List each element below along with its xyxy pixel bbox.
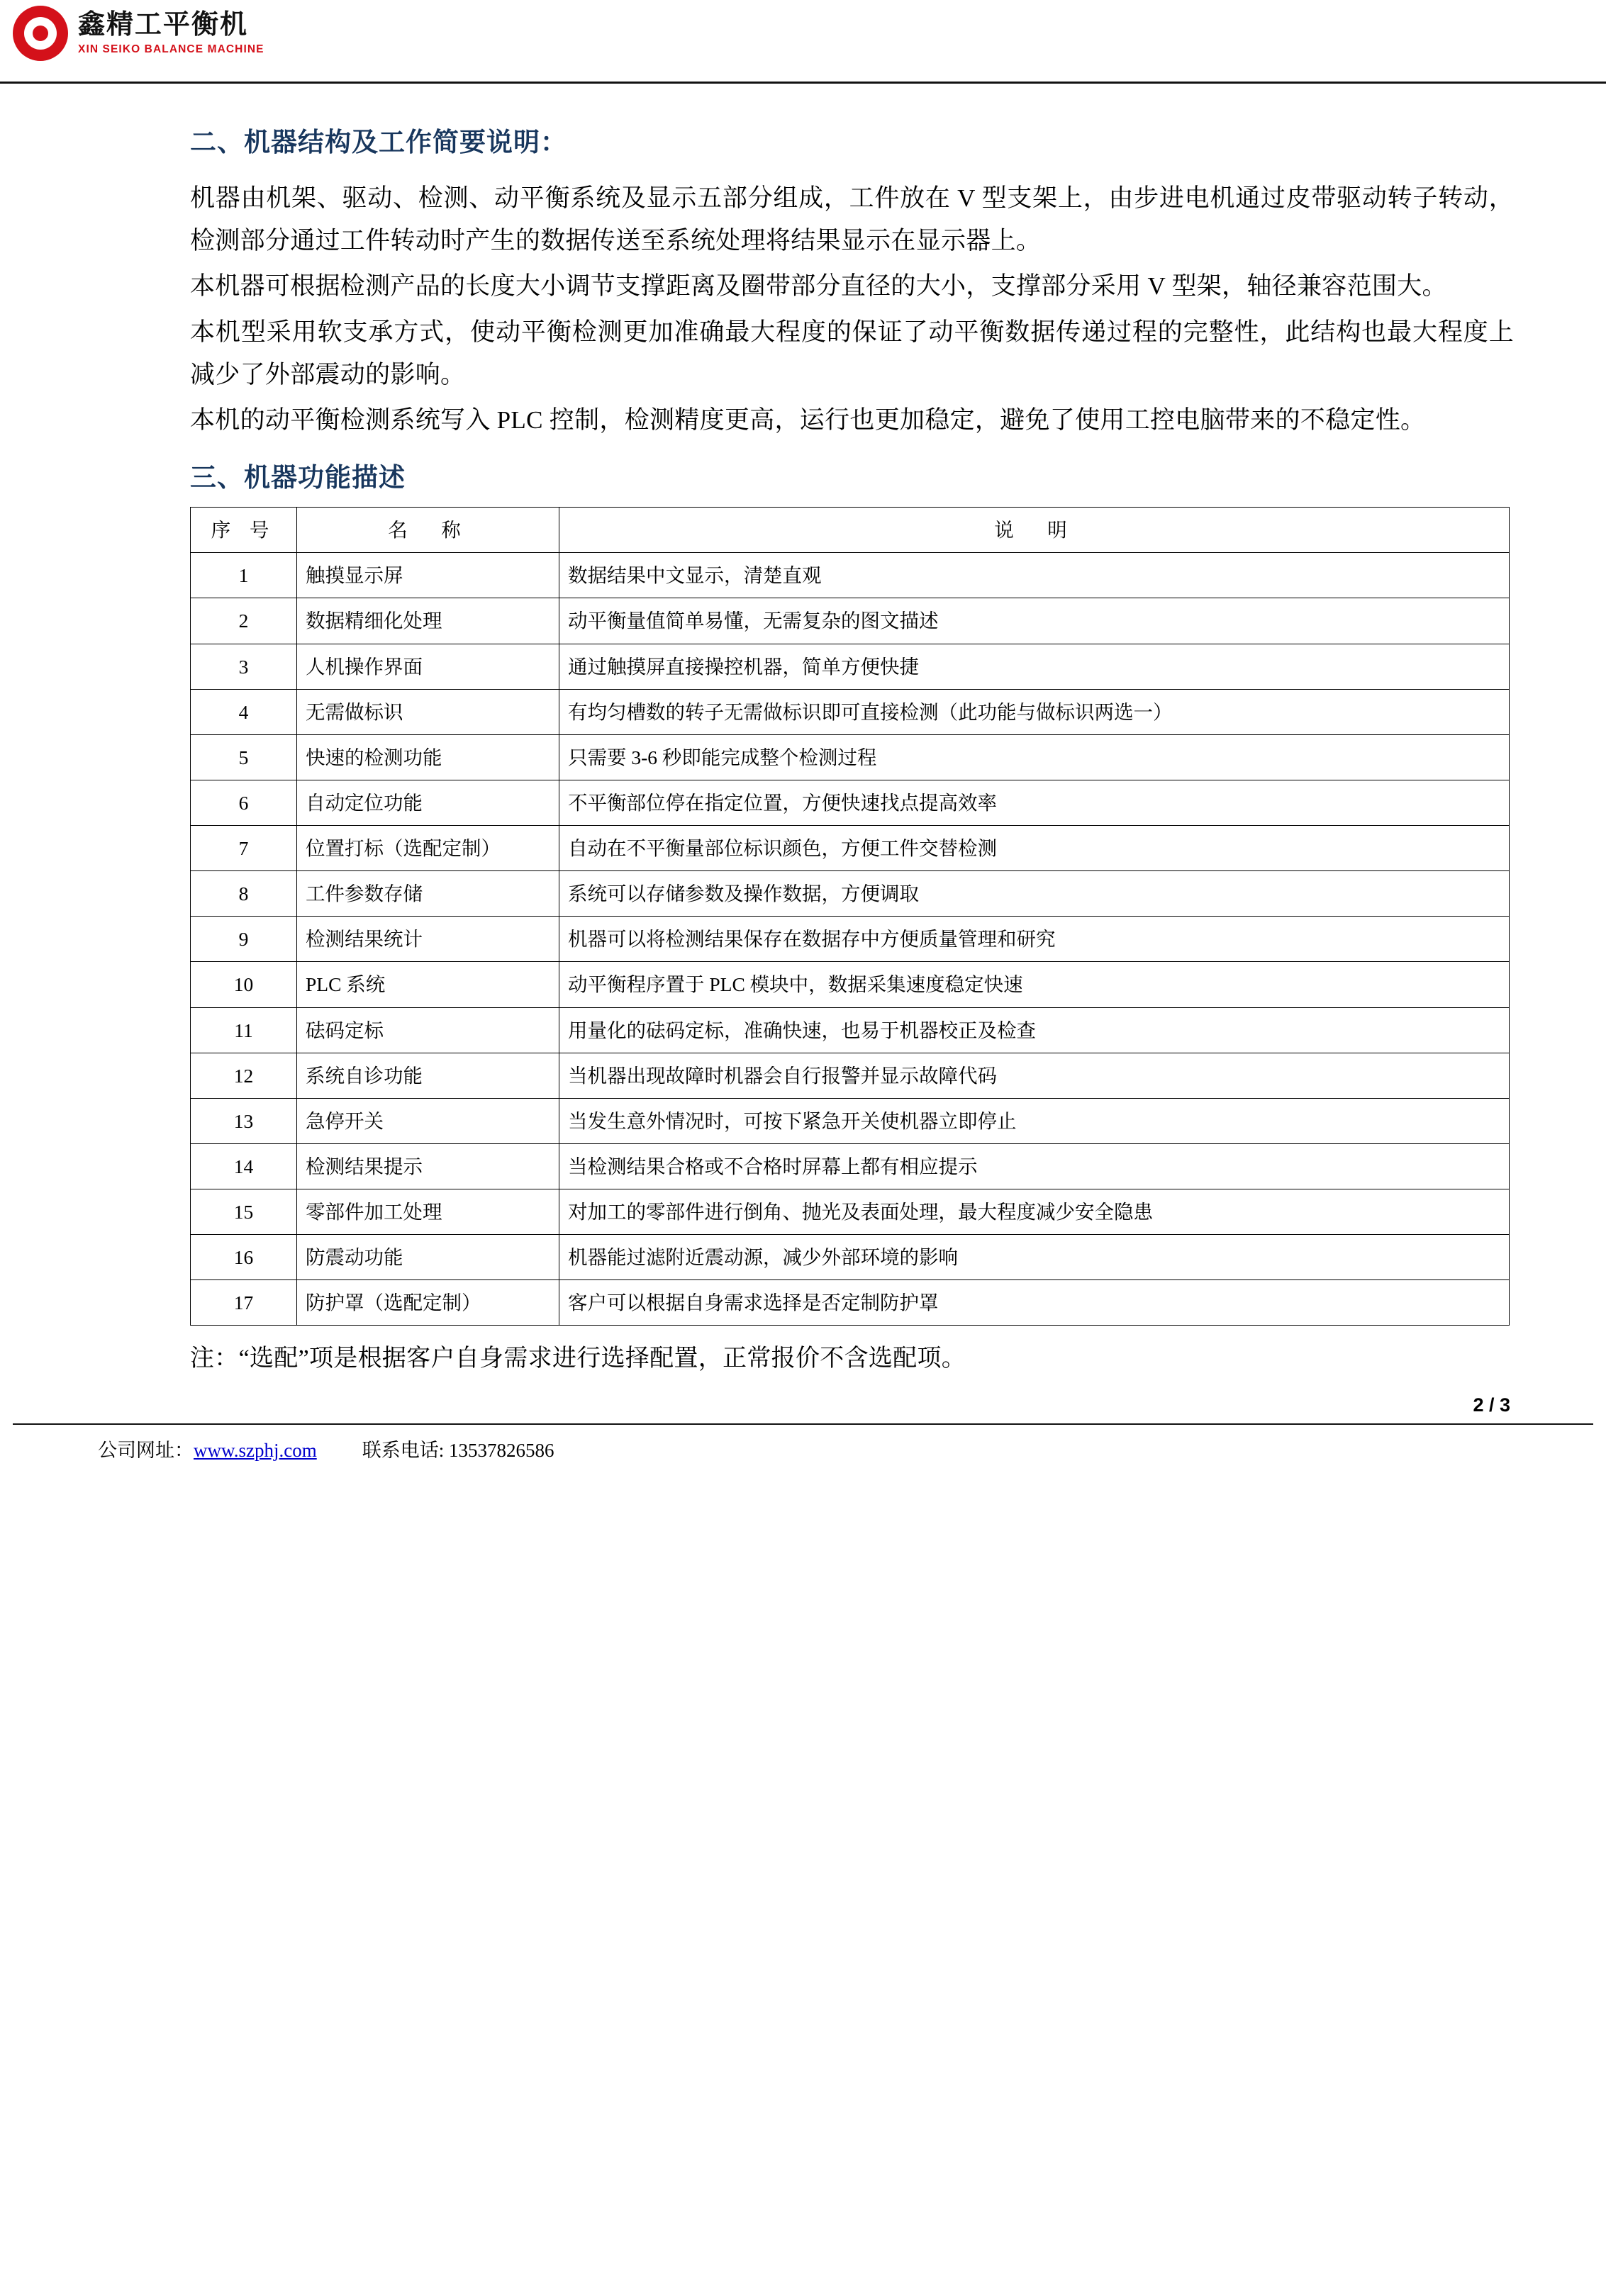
footer-phone-label: 联系电话: [362,1440,445,1462]
table-row [191,1007,1510,1053]
row-desc: 对加工的零部件进行倒角、抛光及表面处理，最大程度减少安全隐患 [559,1189,1510,1235]
row-desc: 机器可以将检测结果保存在数据存中方便质量管理和研究 [559,917,1510,962]
row-name: 防震动功能 [297,1235,559,1280]
row-name: 防护罩（选配定制） [297,1280,559,1326]
table-row [191,553,1510,598]
row-name: 零部件加工处理 [297,1189,559,1235]
table-header-row [191,508,1510,553]
row-no: 5 [191,734,297,780]
table-row [191,780,1510,825]
row-desc: 客户可以根据自身需求选择是否定制防护罩 [559,1280,1510,1326]
row-desc: 不平衡部位停在指定位置，方便快速找点提高效率 [559,780,1510,825]
footer-website-label: 公司网址： [98,1440,194,1462]
row-desc: 系统可以存储参数及操作数据，方便调取 [559,871,1510,917]
paragraph-4: 本机的动平衡检测系统写入 PLC 控制，检测精度更高，运行也更加稳定，避免了使用工控电脑带来的不稳定性。 [190,405,1426,434]
footer-website-link[interactable]: www.szphj.com [194,1440,317,1462]
row-desc: 通过触摸屏直接操控机器，简单方便快捷 [559,644,1510,689]
row-name: 数据精细化处理 [297,598,559,644]
logo-chinese-name: 鑫精工平衡机 [78,9,249,40]
section-two-title: 二、机器结构及工作简要说明： [190,128,567,157]
row-no: 10 [191,962,297,1007]
row-name: 砝码定标 [297,1007,559,1053]
row-desc: 当机器出现故障时机器会自行报警并显示故障代码 [559,1053,1510,1098]
row-desc: 动平衡量值简单易懂，无需复杂的图文描述 [559,598,1510,644]
table-row [191,917,1510,962]
page-footer [13,1423,1593,1462]
table-row [191,1053,1510,1098]
column-header-desc: 说 明 [559,508,1510,553]
row-desc: 数据结果中文显示，清楚直观 [559,553,1510,598]
row-no: 15 [191,1189,297,1235]
row-no: 3 [191,644,297,689]
row-desc: 当发生意外情况时，可按下紧急开关使机器立即停止 [559,1098,1510,1143]
row-name: 位置打标（选配定制） [297,826,559,871]
footer-phone-value: 13537826586 [449,1440,554,1462]
row-name: 系统自诊功能 [297,1053,559,1098]
row-name: 人机操作界面 [297,644,559,689]
table-row [191,962,1510,1007]
table-row [191,826,1510,871]
row-desc: 有均匀槽数的转子无需做标识即可直接检测（此功能与做标识两选一） [559,689,1510,734]
row-no: 11 [191,1007,297,1053]
row-name: 触摸显示屏 [297,553,559,598]
row-no: 9 [191,917,297,962]
row-no: 7 [191,826,297,871]
page-header [0,0,1606,84]
table-row [191,1235,1510,1280]
row-no: 16 [191,1235,297,1280]
row-no: 17 [191,1280,297,1326]
row-name: 无需做标识 [297,689,559,734]
company-logo [13,6,264,61]
section-two-body [190,177,1514,442]
paragraph-1: 机器由机架、驱动、检测、动平衡系统及显示五部分组成，工件放在 V 型支架上，由步进电机通过皮带驱动转子转动，检测部分通过工件转动时产生的数据传送至系统处理将结果显示在显示器上。 [190,184,1514,255]
row-name: 快速的检测功能 [297,734,559,780]
footer-phone [362,1435,554,1462]
table-row [191,1143,1510,1189]
flower-logo-icon [13,6,68,61]
row-desc: 自动在不平衡量部位标识颜色，方便工件交替检测 [559,826,1510,871]
row-name: 检测结果统计 [297,917,559,962]
row-no: 6 [191,780,297,825]
document-content [0,84,1606,1373]
row-no: 14 [191,1143,297,1189]
row-no: 12 [191,1053,297,1098]
row-no: 1 [191,553,297,598]
row-name: 急停开关 [297,1098,559,1143]
row-desc: 机器能过滤附近震动源，减少外部环境的影响 [559,1235,1510,1280]
column-header-name: 名 称 [297,508,559,553]
table-row [191,871,1510,917]
row-name: 工件参数存储 [297,871,559,917]
table-row [191,734,1510,780]
column-header-no: 序 号 [191,508,297,553]
function-table [190,507,1510,1326]
row-no: 8 [191,871,297,917]
paragraph-3: 本机型采用软支承方式，使动平衡检测更加准确最大程度的保证了动平衡数据传递过程的完整性，此结构也最大程度上减少了外部震动的影响。 [190,318,1514,388]
table-row [191,1098,1510,1143]
page-number: 2 / 3 [1473,1394,1510,1416]
row-no: 2 [191,598,297,644]
table-row [191,1280,1510,1326]
section-three-title: 三、机器功能描述 [190,463,406,493]
row-desc: 只需要 3-6 秒即能完成整个检测过程 [559,734,1510,780]
table-row [191,598,1510,644]
row-name: PLC 系统 [297,962,559,1007]
row-desc: 动平衡程序置于 PLC 模块中，数据采集速度稳定快速 [559,962,1510,1007]
footer-website [98,1435,317,1462]
row-desc: 当检测结果合格或不合格时屏幕上都有相应提示 [559,1143,1510,1189]
row-no: 13 [191,1098,297,1143]
table-row [191,1189,1510,1235]
table-note: 注：“选配”项是根据客户自身需求进行选择配置，正常报价不含选配项。 [190,1345,966,1372]
logo-text-block [78,10,264,57]
table-row [191,644,1510,689]
row-name: 自动定位功能 [297,780,559,825]
table-row [191,689,1510,734]
logo-english-name: XIN SEIKO BALANCE MACHINE [78,43,264,56]
row-desc: 用量化的砝码定标，准确快速，也易于机器校正及检查 [559,1007,1510,1053]
row-name: 检测结果提示 [297,1143,559,1189]
paragraph-2: 本机器可根据检测产品的长度大小调节支撑距离及圈带部分直径的大小，支撑部分采用 V 型架，轴径兼容范围大。 [190,272,1447,301]
row-no: 4 [191,689,297,734]
